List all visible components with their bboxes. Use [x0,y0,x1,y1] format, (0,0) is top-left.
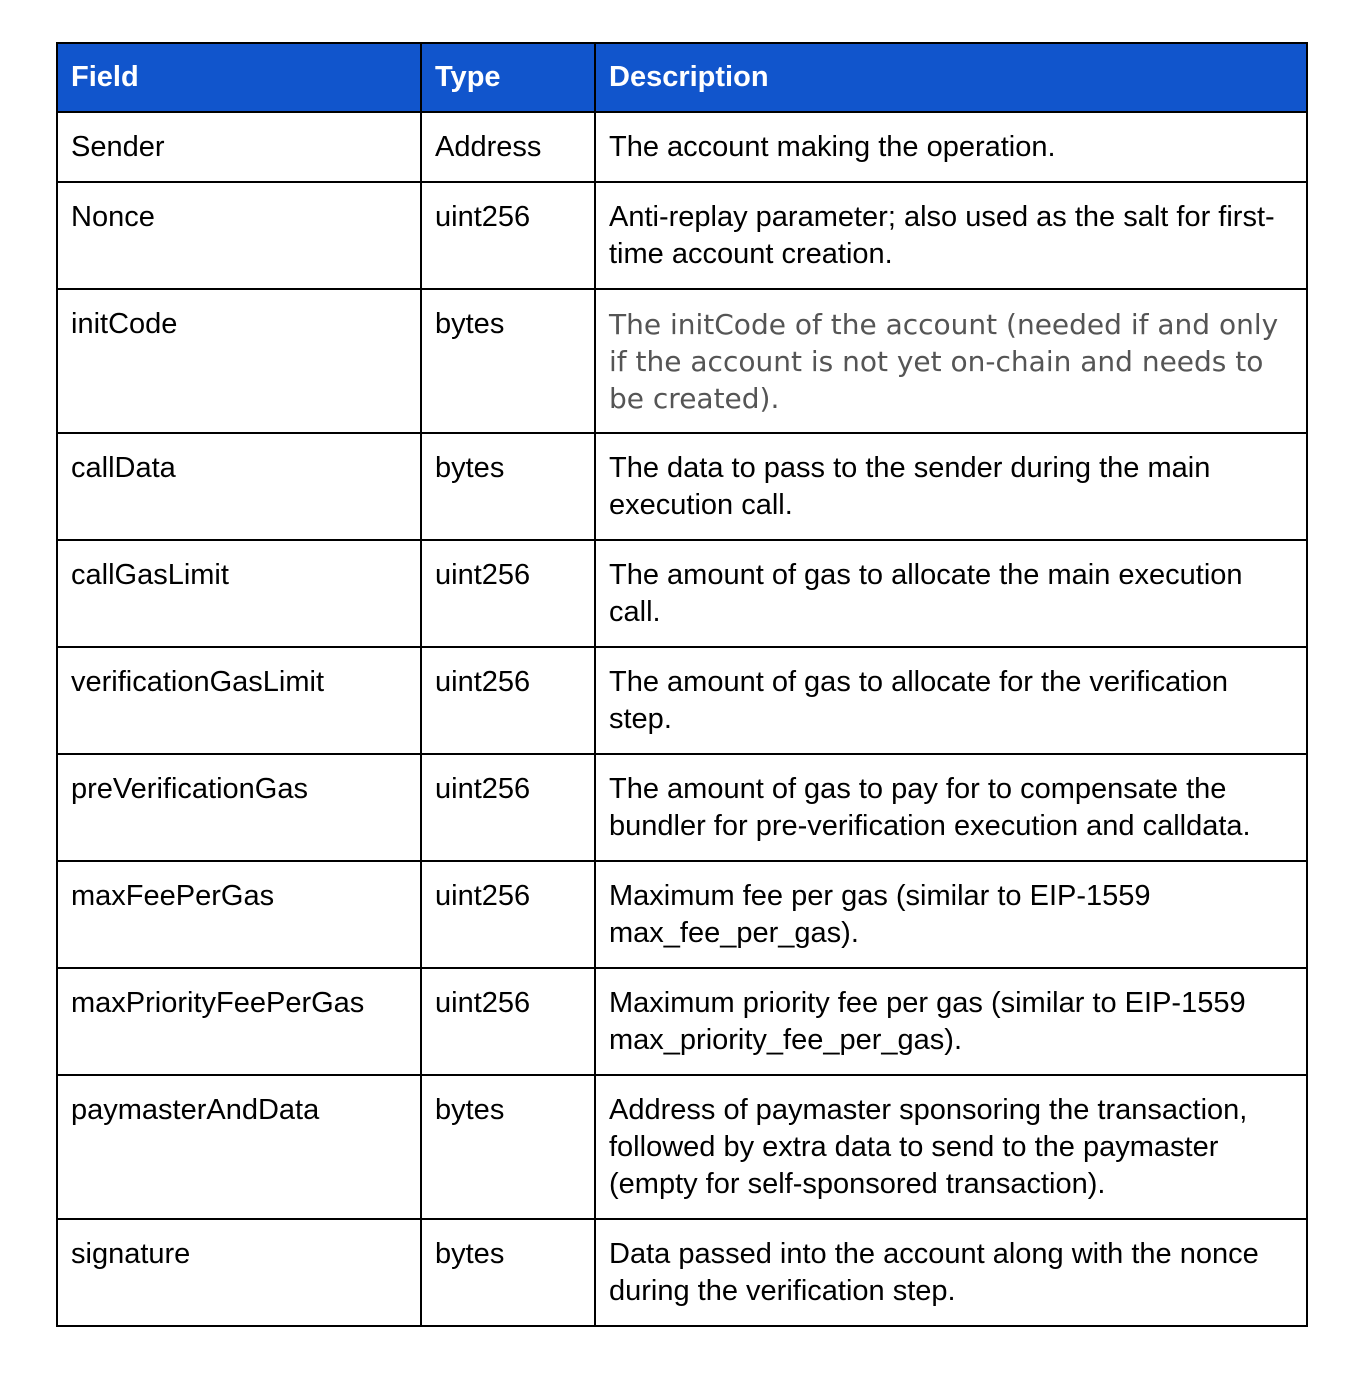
cell-field: signature [57,1219,421,1326]
cell-type: Address [421,112,595,182]
table-row [57,968,1307,1075]
cell-description: Maximum fee per gas (similar to EIP-1559 max_fee_per_gas). [595,861,1307,968]
cell-type: uint256 [421,754,595,861]
cell-field: verificationGasLimit [57,647,421,754]
table-row [57,540,1307,647]
cell-type: uint256 [421,182,595,289]
table-row [57,1219,1307,1326]
cell-type: bytes [421,433,595,540]
table-header [57,43,1307,112]
cell-type: bytes [421,1219,595,1326]
cell-field: Nonce [57,182,421,289]
cell-description: The amount of gas to allocate for the verification step. [595,647,1307,754]
cell-description: The data to pass to the sender during the main execution call. [595,433,1307,540]
cell-field: Sender [57,112,421,182]
cell-description: Anti-replay parameter; also used as the salt for first-time account creation. [595,182,1307,289]
cell-field: paymasterAndData [57,1075,421,1219]
cell-type: uint256 [421,540,595,647]
table-row [57,1075,1307,1219]
table-row [57,182,1307,289]
header-field: Field [57,43,421,112]
cell-description: The amount of gas to allocate the main execution call. [595,540,1307,647]
cell-description: The account making the operation. [595,112,1307,182]
table-row [57,112,1307,182]
cell-type: uint256 [421,647,595,754]
cell-type: bytes [421,1075,595,1219]
table-row [57,754,1307,861]
header-row [57,43,1307,112]
cell-type: uint256 [421,861,595,968]
table-row [57,861,1307,968]
cell-description: Address of paymaster sponsoring the transaction, followed by extra data to send to the paymaster (empty for self-sponsored transaction). [595,1075,1307,1219]
cell-type: bytes [421,289,595,433]
cell-type: uint256 [421,968,595,1075]
table-body [57,112,1307,1326]
cell-description: The amount of gas to pay for to compensate the bundler for pre-verification execution and calldata. [595,754,1307,861]
header-description: Description [595,43,1307,112]
cell-description: Data passed into the account along with the nonce during the verification step. [595,1219,1307,1326]
table-row [57,289,1307,433]
cell-description: The initCode of the account (needed if and only if the account is not yet on-chain and needs to be created). [595,289,1307,433]
table-row [57,433,1307,540]
cell-field: maxPriorityFeePerGas [57,968,421,1075]
cell-field: maxFeePerGas [57,861,421,968]
user-operation-fields-table [56,42,1308,1327]
cell-field: initCode [57,289,421,433]
table-row [57,647,1307,754]
cell-field: preVerificationGas [57,754,421,861]
header-type: Type [421,43,595,112]
cell-description: Maximum priority fee per gas (similar to EIP-1559 max_priority_fee_per_gas). [595,968,1307,1075]
cell-field: callData [57,433,421,540]
cell-field: callGasLimit [57,540,421,647]
